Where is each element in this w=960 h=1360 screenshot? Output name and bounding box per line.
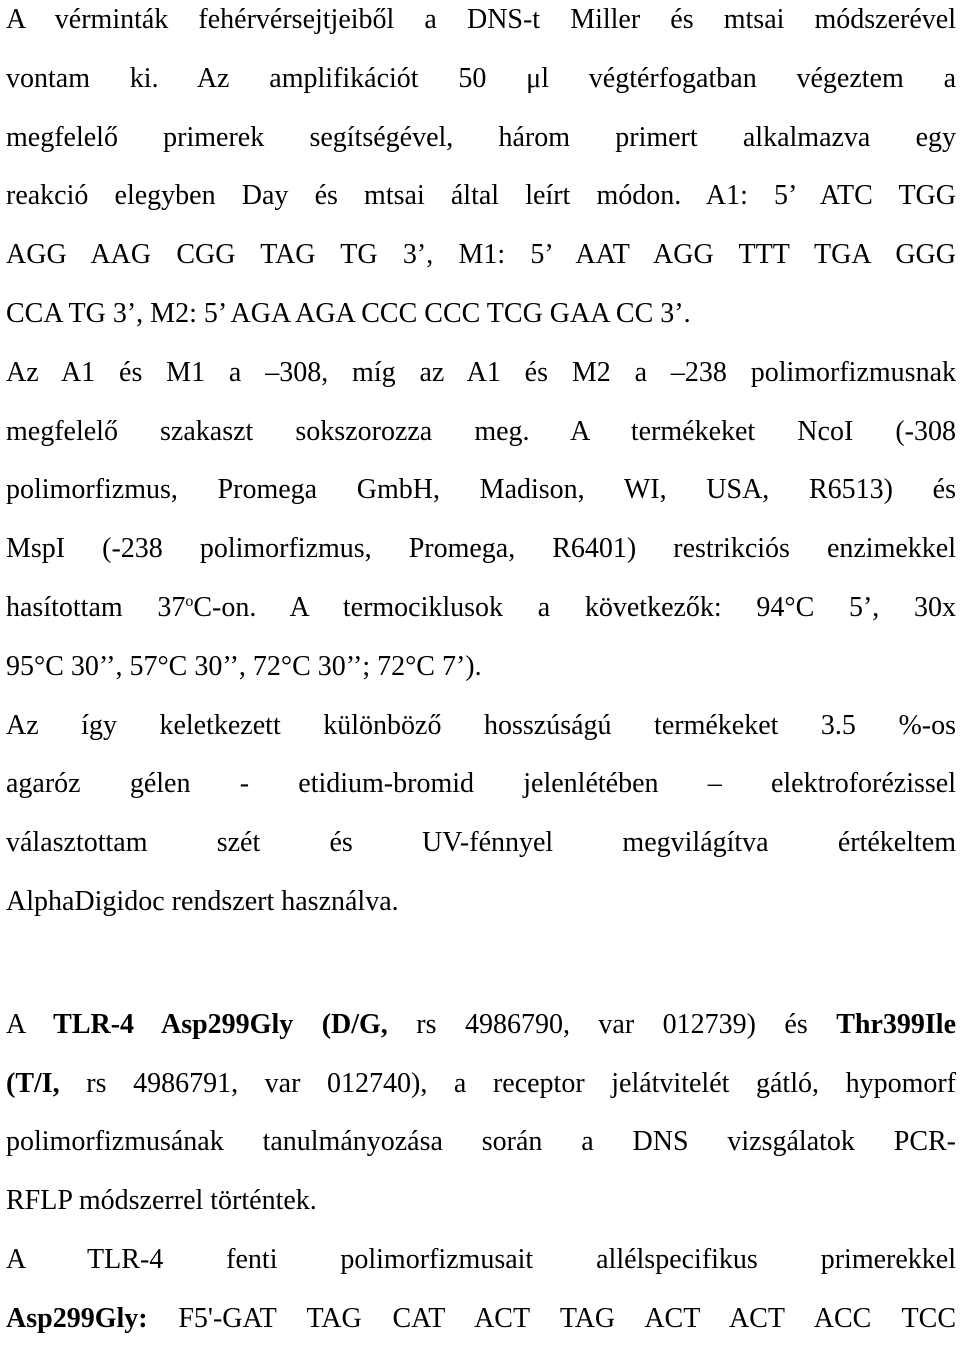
text-line: AGG AAG CGG TAG TG 3’, M1: 5’ AAT AGG TTT TGA GGG xyxy=(6,239,956,271)
text-line xyxy=(6,1064,956,1123)
text-line: 95°C 30’’, 57°C 30’’, 72°C 30’’; 72°C 7’). xyxy=(6,650,482,682)
text-line: agaróz gélen - etidium-bromid jelenlétében – elektroforézissel xyxy=(6,768,956,800)
text-line xyxy=(6,588,956,647)
text-line xyxy=(6,1299,956,1358)
text-line: MspI (-238 polimorfizmus, Promega, R6401) restrikciós enzimekkel xyxy=(6,533,956,565)
text-fragment: A xyxy=(6,1008,54,1040)
paragraph-spacer xyxy=(6,941,956,1005)
text-line: CCA TG 3’, M2: 5’ AGA AGA CCC CCC TCG GAA CC 3’. xyxy=(6,297,691,329)
text-line: A TLR-4 fenti polimorfizmusait allélspecifikus primerekkel xyxy=(6,1243,956,1275)
bold-text: Asp299Gly: xyxy=(6,1302,148,1334)
bold-text: Thr399Ile xyxy=(836,1008,957,1040)
text-fragment: rs 4986791, var 012740), a receptor jelátvitelét gátló, hypomorf xyxy=(59,1067,956,1099)
text-line: Az így keletkezett különböző hosszúságú termékeket 3.5 %-os xyxy=(6,709,956,741)
paragraph-tlr4 xyxy=(6,1005,956,1358)
text-line: reakció elegyben Day és mtsai által leírt módon. A1: 5’ ATC TGG xyxy=(6,180,956,212)
text-fragment: F5'-GAT TAG CAT ACT TAG ACT ACT ACC TCC xyxy=(147,1302,956,1334)
bold-text: (T/I, xyxy=(6,1067,60,1099)
text-fragment: rs 4986790, var 012739) és xyxy=(387,1008,837,1040)
paragraph-dna-isolation xyxy=(6,0,956,353)
text-line: vontam ki. Az amplifikációt 50 μl végtérfogatban végeztem a xyxy=(6,62,956,94)
text-line: A vérminták fehérvérsejtjeiből a DNS-t Miller és mtsai módszerével xyxy=(6,4,956,35)
text-line: választottam szét és UV-fénnyel megvilágítva értékeltem xyxy=(6,827,956,859)
paragraph-restriction xyxy=(6,353,956,706)
superscript-o: o xyxy=(185,592,194,610)
text-line: Az A1 és M1 a –308, míg az A1 és M2 a –238 polimorfizmusnak xyxy=(6,356,956,388)
paragraph-electrophoresis xyxy=(6,706,956,941)
document-page xyxy=(6,0,956,1358)
bold-text: TLR-4 Asp299Gly (D/G, xyxy=(53,1008,388,1040)
text-fragment: C-on. A termociklusok a következők: 94°C 5’, 30x xyxy=(193,591,956,623)
text-line: megfelelő szakaszt sokszorozza meg. A termékeket NcoI (-308 xyxy=(6,415,956,447)
text-line xyxy=(6,1005,956,1064)
text-line: polimorfizmus, Promega GmbH, Madison, WI, USA, R6513) és xyxy=(6,474,956,506)
text-line: AlphaDigidoc rendszert használva. xyxy=(6,885,399,917)
text-line: megfelelő primerek segítségével, három primert alkalmazva egy xyxy=(6,121,956,153)
text-line: RFLP módszerrel történtek. xyxy=(6,1185,317,1217)
text-line: polimorfizmusának tanulmányozása során a DNS vizsgálatok PCR- xyxy=(6,1126,956,1158)
text-fragment: hasítottam 37 xyxy=(6,591,186,623)
